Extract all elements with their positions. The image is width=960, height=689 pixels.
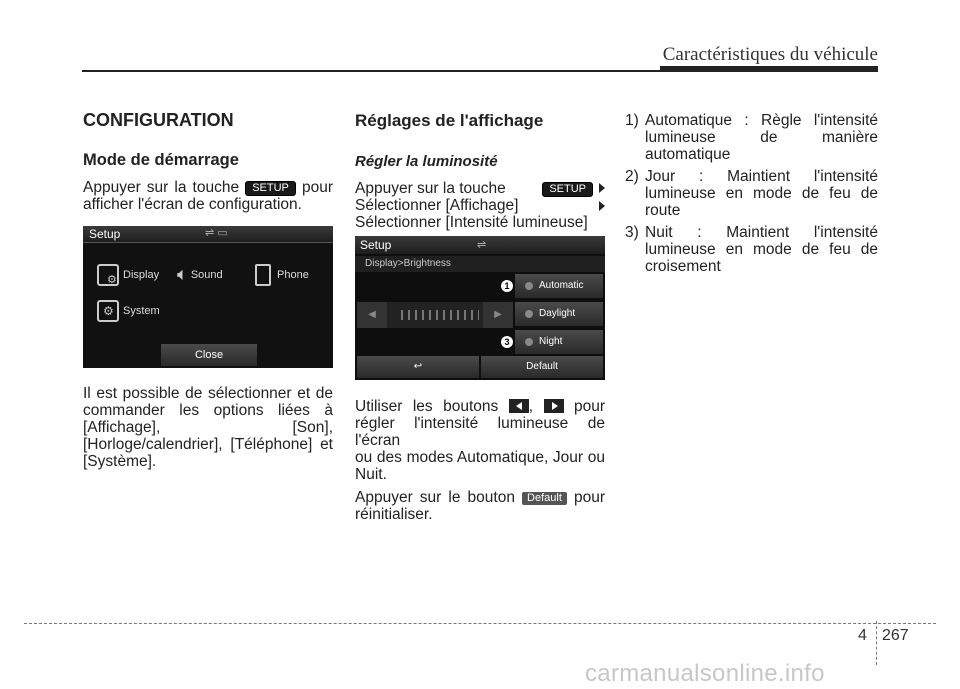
- options-paragraph-line5: [Système].: [83, 453, 157, 470]
- paragraph-setup-line1: [83, 179, 333, 196]
- default-key-badge: Default: [522, 492, 567, 505]
- option-label: Daylight: [539, 308, 576, 319]
- menu-item-phone: [255, 264, 309, 286]
- footer-divider: [876, 621, 877, 665]
- section-title: Caractéristiques du véhicule: [662, 44, 878, 65]
- option-automatic: [504, 274, 603, 298]
- step-1: [355, 180, 605, 197]
- text-fragment: Utiliser les boutons: [355, 398, 499, 415]
- footer-rule: [24, 623, 936, 624]
- header-rule: [82, 70, 878, 72]
- option-night: [504, 330, 603, 354]
- default-paragraph-line2: réinitialiser.: [355, 506, 433, 523]
- page-title: CONFIGURATION: [83, 110, 234, 130]
- column-1: [83, 108, 333, 213]
- left-arrow-button-icon: [509, 399, 529, 413]
- list-number: 1): [625, 112, 639, 129]
- menu-label: Phone: [277, 269, 309, 281]
- screen-title: Setup: [360, 238, 392, 252]
- arrows-paragraph-line1: [355, 398, 605, 415]
- chapter-number: 4: [858, 627, 867, 644]
- slider-right-arrow-icon: ▶: [483, 302, 513, 328]
- option-label: Automatic: [539, 280, 584, 291]
- back-button: ↩: [357, 356, 479, 378]
- mode-list: [625, 112, 878, 275]
- screen-title: Setup: [89, 227, 121, 241]
- text-fragment: Appuyer sur la touche: [83, 179, 240, 196]
- text-fragment: [Son],: [292, 419, 333, 436]
- list-text: Automatique : Règle l'intensité lumineuse de manière automatique: [645, 112, 878, 163]
- right-arrow-button-icon: [544, 399, 564, 413]
- brightness-screen-image: [355, 236, 605, 380]
- arrow-right-icon: [599, 201, 605, 211]
- options-paragraph-line2: commander les options liées à: [83, 402, 333, 419]
- column-1-lower: [83, 385, 333, 470]
- callout-number: 1: [501, 280, 513, 292]
- text-fragment: Appuyer sur la touche: [355, 180, 506, 197]
- list-item: [625, 168, 878, 219]
- text-fragment: pour: [301, 179, 334, 196]
- list-text: Jour : Maintient l'intensité lumineuse en mode de feu de route: [645, 168, 878, 219]
- screen-bottom-bar: [355, 356, 605, 380]
- phone-icon: [255, 264, 271, 286]
- list-item: [625, 112, 878, 163]
- setup-key-badge: SETUP: [245, 181, 296, 196]
- default-button: Default: [481, 356, 603, 378]
- step-2: [355, 197, 605, 214]
- usb-icon: ⇌ ▭: [205, 227, 228, 239]
- arrows-paragraph-line4: Nuit.: [355, 466, 387, 483]
- options-paragraph-line3: [83, 419, 333, 436]
- arrow-right-icon: [599, 183, 605, 193]
- arrows-paragraph-line3: ou des modes Automatique, Jour ou: [355, 449, 605, 466]
- list-item: [625, 224, 878, 275]
- column-2-lower: [355, 398, 605, 523]
- column-3: [625, 112, 878, 280]
- usb-icon: ⇌: [477, 239, 487, 251]
- screen-title-bar: [355, 236, 605, 254]
- brightness-slider: [357, 302, 513, 328]
- menu-label: Display: [123, 269, 160, 281]
- callout-number: 3: [501, 336, 513, 348]
- text-fragment: pour: [573, 489, 605, 506]
- setup-screen-image: [83, 226, 333, 368]
- screen-title-bar: [83, 226, 333, 243]
- text-fragment: pour: [573, 398, 606, 415]
- menu-item-system: [97, 300, 160, 322]
- text-fragment: [Affichage],: [83, 419, 161, 436]
- slider-left-arrow-icon: ◀: [357, 302, 387, 328]
- display-gear-icon: ⚙: [97, 264, 119, 286]
- text-fragment: Appuyer sur le bouton: [355, 489, 515, 506]
- speaker-icon: 🔈︎: [177, 264, 188, 284]
- default-paragraph-line1: [355, 489, 605, 506]
- close-button: Close: [161, 344, 257, 366]
- list-number: 2): [625, 168, 639, 185]
- system-gear-icon: ⚙: [97, 300, 119, 322]
- options-paragraph-line1: Il est possible de sélectionner et de: [83, 385, 333, 402]
- list-text: Nuit : Maintient l'intensité lumineuse en mode de feu de croisement: [645, 224, 878, 275]
- slider-ticks: [401, 310, 479, 320]
- text-fragment: ,: [528, 398, 534, 415]
- watermark: carmanualsonline.info: [585, 660, 825, 687]
- column-2: [355, 108, 605, 231]
- paragraph-setup-line2: afficher l'écran de configuration.: [83, 196, 302, 213]
- text-fragment: Sélectionner [Affichage]: [355, 197, 519, 214]
- arrows-paragraph-line2: régler l'intensité lumineuse de l'écran: [355, 415, 605, 449]
- options-paragraph-line4: [Horloge/calendrier], [Téléphone] et: [83, 436, 333, 453]
- option-label: Night: [539, 336, 563, 347]
- setup-key-badge: SETUP: [542, 182, 593, 197]
- list-number: 3): [625, 224, 639, 241]
- screen-breadcrumb-bar: [355, 256, 605, 272]
- heading-startup-mode: Mode de démarrage: [83, 151, 239, 169]
- menu-item-sound: [177, 264, 223, 285]
- menu-label: System: [123, 305, 160, 317]
- menu-item-display: [97, 264, 159, 286]
- heading-display-settings: Réglages de l'affichage: [355, 111, 544, 130]
- option-daylight: [515, 302, 603, 326]
- screen-breadcrumb: Display>Brightness: [365, 258, 451, 269]
- page-number: 267: [882, 627, 909, 644]
- subheading-brightness: Régler la luminosité: [355, 153, 498, 170]
- menu-label: Sound: [190, 268, 223, 281]
- step-3: Sélectionner [Intensité lumineuse]: [355, 214, 588, 231]
